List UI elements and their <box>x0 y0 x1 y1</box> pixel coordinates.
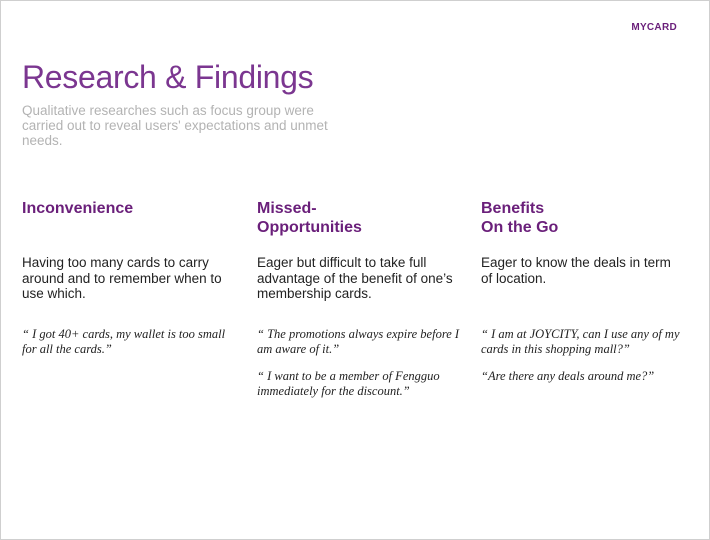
finding-heading: Inconvenience <box>22 200 134 217</box>
finding-description: Eager to know the deals in term of location. <box>481 255 671 286</box>
page-subtitle: Qualitative researches such as focus group were carried out to reveal users' expectations and unmet needs. <box>22 103 328 148</box>
user-quote: “ I got 40+ cards, my wallet is too small for all the cards.” <box>22 327 226 356</box>
finding-description: Having too many cards to carry around and to remember when to use which. <box>22 255 222 301</box>
finding-column-benefits-on-the-go <box>481 199 681 396</box>
user-quote: “ I am at JOYCITY, can I use any of my cards in this shopping mall?” <box>481 327 680 356</box>
finding-heading: Benefits On the Go <box>481 200 559 236</box>
user-quote: “Are there any deals around me?” <box>481 369 655 383</box>
finding-heading: Missed- Opportunities <box>257 200 362 236</box>
page-title: Research & Findings <box>22 59 314 95</box>
finding-column-inconvenience <box>22 199 237 369</box>
user-quote: “ The promotions always expire before I am aware of it.” <box>257 327 460 356</box>
brand-label: MYCARD <box>631 22 677 33</box>
user-quote: “ I want to be a member of Fengguo immediately for the discount.” <box>257 369 440 398</box>
finding-description: Eager but difficult to take full advantage of the benefit of one’s membership cards. <box>257 255 453 301</box>
finding-column-missed-opportunities <box>257 199 462 411</box>
